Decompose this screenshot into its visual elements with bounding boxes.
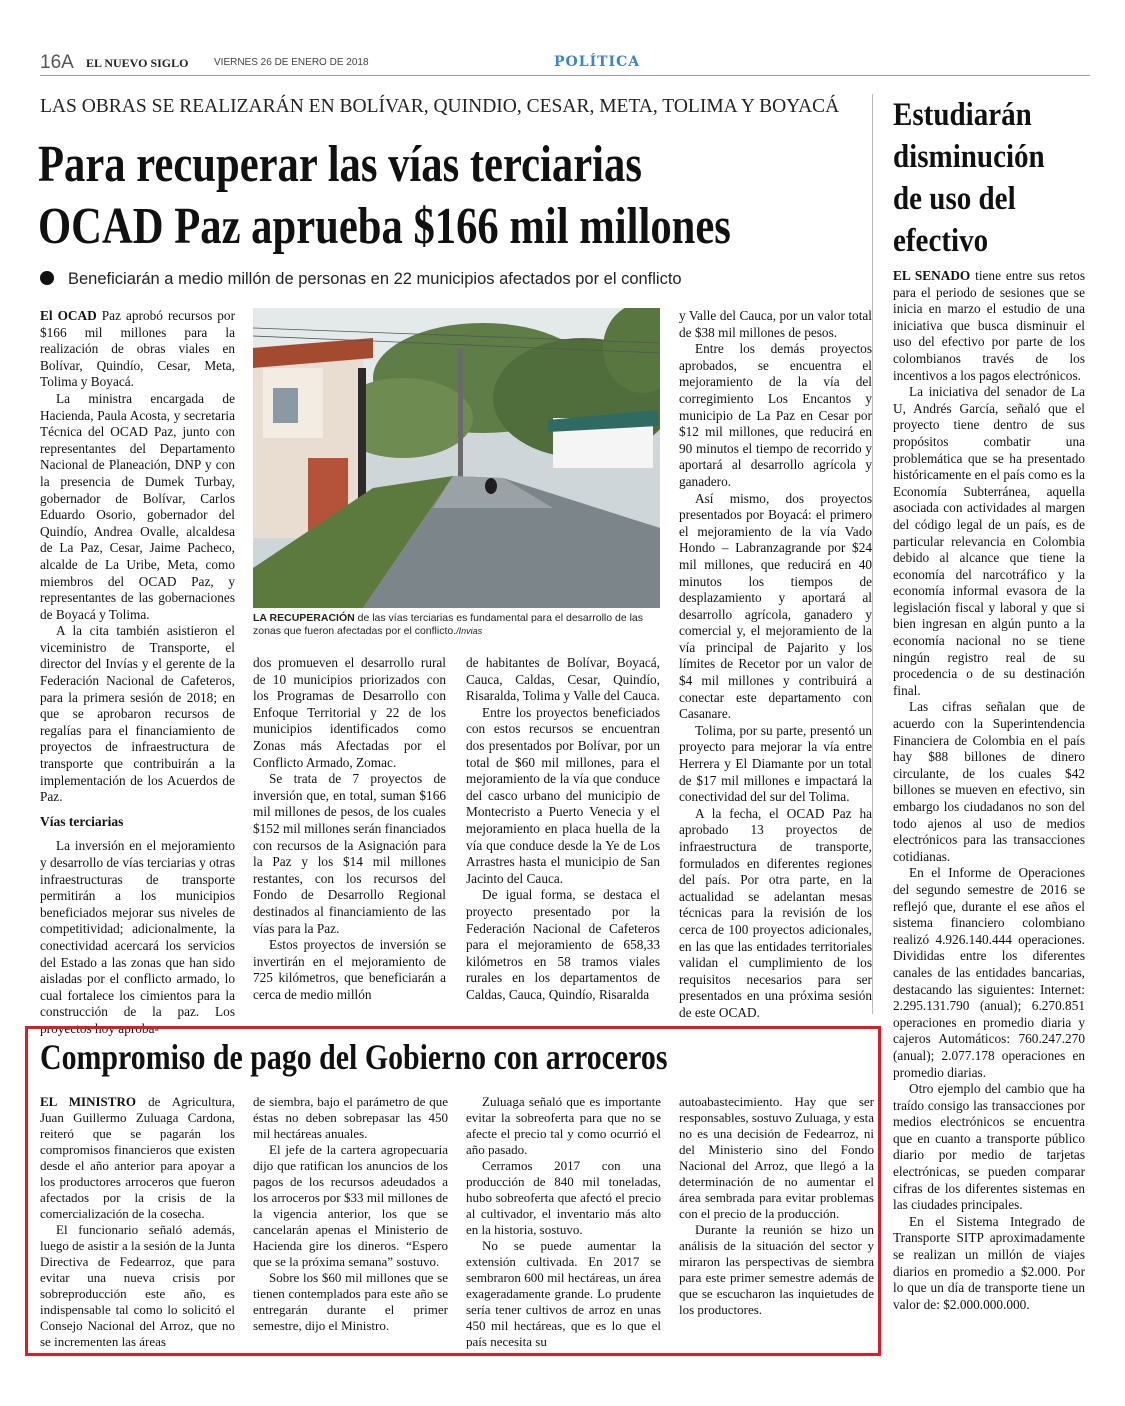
- section-label: POLÍTICA: [554, 54, 641, 70]
- lead-in: El OCAD: [40, 308, 97, 323]
- paragraph: [40, 1094, 235, 1222]
- paragraph-text: Paz aprobó recursos por $166 mil millones para la realización de obras viales en Bolívar, Quindío, Cesar, Meta, Tolima y Boyacá.: [40, 308, 235, 390]
- box-column-3: [466, 1094, 661, 1350]
- paragraph: Así mismo, dos proyectos presentados por Boyacá: el primero el mejoramiento de la vía Vado Hondo – Labranzagrande por $24 mil millones, que reducirá en 40 minutos los tiempos de desplazamiento y aportará al desarrollo agrícola, ganadero y comercial y, el mejoramiento de la vía principal de Pajarito y los límites de Recetor por un valor de $4 mil millones y contribuirá a conectar este departamento con Casanare.: [679, 490, 872, 722]
- road-photo: [253, 308, 660, 608]
- paragraph: autoabastecimiento. Hay que ser responsables, sostuvo Zuluaga, y esta no es una decisión de Fedearroz, ni del Ministerio sino del Fondo Nacional del Arroz, que llegó a la determinación de no aumentar el área sembrada para evitar problemas con el precio de la producción.: [679, 1094, 874, 1221]
- paragraph: El jefe de la cartera agropecuaria dijo que ratifican los anuncios de los pagos de los recursos adeudados a los arroceros por $33 mil millones de la vigencia anterior, los que se cancelarán apenas el Ministerio de Hacienda gire los dineros. “Espero que se la próxima semana” sostuvo.: [253, 1142, 448, 1269]
- section-subheading: Vías terciarias: [40, 813, 124, 829]
- lead-in: EL SENADO: [893, 268, 971, 283]
- subhead-text: Beneficiarán a medio millón de personas en 22 municipios afectados por el conflicto: [68, 270, 682, 288]
- paragraph: De igual forma, se destaca el proyecto presentado por la Federación Nacional de Cafeteros para el mejoramiento de 658,33 kilómetros en 58 tramos viales rurales en los departamentos de Caldas, Cauca, Quindío, Risaralda: [466, 887, 660, 1002]
- paragraph: A la fecha, el OCAD Paz ha aprobado 13 proyectos de infraestructura de transporte, formulados en diferentes regiones del país. Por otra parte, en la actualidad se adelantan mesas técnicas para la revisión de los cerca de 100 proyectos adicionales, en las que las entidades territoriales validan el cumplimiento de los requisitos necesarios para ser presentados en una próxima sesión de este OCAD.: [679, 805, 872, 1020]
- paragraph: [40, 308, 235, 391]
- box-column-2: [253, 1094, 448, 1334]
- photo-credit: /Invias: [456, 626, 483, 636]
- article-column-1: [40, 308, 235, 1038]
- paragraph: No se puede aumentar la extensión cultivada. En 2017 se sembraron 600 mil hectáreas, un área exageradamente grande. Lo prudente sería tener cultivos de arroz en unas 450 mil hectáreas, que es lo que el país necesita su: [466, 1238, 661, 1349]
- paragraph: La inversión en el mejoramiento y desarrollo de vías terciarias y otras infraestructuras de transporte permitirán a los municipios beneficiados mejorar sus niveles de competitividad; adicionalmente, la conectividad acercará los servicios del Estado a las zonas que han sido aisladas por el conflicto armado, lo cual fortalece los cimientos para la construcción de la paz. Los proyectos hoy aproba-: [40, 838, 235, 1036]
- box-headline: Compromiso de pago del Gobierno con arroceros: [40, 1037, 668, 1077]
- paragraph: Sobre los $60 mil millones que se tienen contemplados para este año se entregarán durante el primer semestre, dijo el Ministro.: [253, 1270, 448, 1333]
- paragraph: dos promueven el desarrollo rural de 10 municipios priorizados con los Programas de Desarrollo con Enfoque Territorial y 22 de los municipios identificados como Zonas más Afectadas por el Conflicto Armado, Zomac.: [253, 655, 446, 770]
- bullet-icon: [40, 271, 54, 285]
- photo-caption: [253, 612, 660, 638]
- paragraph-text: tiene entre sus retos para el periodo de sesiones que se inicia en marzo el estudio de una iniciativa que busca disminuir el uso del efectivo por parte de los colombianos través de los incentivos a los pagos electrónicos.: [893, 268, 1085, 383]
- article-column-3: [466, 655, 660, 1003]
- box-column-4: [679, 1094, 874, 1318]
- paragraph: Entre los demás proyectos aprobados, se encuentra el mejoramiento de la vía del corregimiento Los Encantos y municipio de La Paz en Cesar por $12 mil millones, que reducirá en 90 minutos el tiempo de recorrido y aportará al desarrollo agrícola y ganadero.: [679, 341, 872, 489]
- paragraph: Durante la reunión se hizo un análisis de la situación del sector y miraron las perspectivas de siembra para este primer semestre además de que se escucharon las inquietudes de los productores.: [679, 1222, 874, 1317]
- paragraph: El funcionario señaló además, luego de asistir a la sesión de la Junta Directiva de Fedearroz, que para evitar una nueva crisis por sobreproducción este año, es indispensable tal como lo solicitó el Consejo Nacional del Arroz, que no se incrementen las áreas: [40, 1222, 235, 1349]
- page-header: [40, 50, 1090, 76]
- lead-in: EL MINISTRO: [40, 1094, 136, 1109]
- headline-line-2: OCAD Paz aprueba $166 mil millones: [38, 198, 731, 255]
- paragraph: Entre los proyectos beneficiados con estos recursos se encuentran dos presentados por Bolívar, por un total de $60 mil millones, para el mejoramiento de la vía que conduce del casco urbano del municipio de Montecristo a Puerto Venecia y el mejoramiento en placa huella de la vía que conduce desde la Ye de Los Arrastres hasta el municipio de San Jacinto del Cauca.: [466, 704, 660, 886]
- paragraph: Zuluaga señaló que es importante evitar la sobreoferta para que no se afecte el precio tal y como ocurrió el año pasado.: [466, 1094, 661, 1157]
- newspaper-name: EL NUEVO SIGLO: [86, 56, 189, 70]
- paragraph-text: de Agricultura, Juan Guillermo Zuluaga Cardona, reiteró que se pagarán los compromisos financieros que existen desde el año anterior para apoyar a los productores arroceros que fueron afectados por la crisis de la comercialización de la cosecha.: [40, 1094, 235, 1221]
- page-number: 16A: [40, 52, 74, 73]
- caption-text: de las vías terciarias es fundamental para el desarrollo de las zonas que fueron afectadas por el conflicto.: [253, 612, 644, 637]
- paragraph: La ministra encargada de Hacienda, Paula Acosta, y secretaria Técnica del OCAD Paz, junto con representantes del Departamento Nacional de Planeación, DNP y con la presencia de Dumek Turbay, gobernador de Bolívar, Carlos Eduardo Osorio, gobernador del Quindío, Andrea Ovalle, alcaldesa de La Paz, Cesar, Jaime Pacheco, alcalde de La Uribe, Meta, como miembros del OCAD Paz, y representantes de las gobernaciones de Boyacá y Tolima.: [40, 390, 235, 622]
- article-subhead: [40, 270, 682, 289]
- article-headline: [38, 134, 731, 258]
- paragraph: [893, 268, 1085, 384]
- paragraph: Cerramos 2017 con una producción de 840 mil toneladas, hubo sobreoferta que afectó el precio al cultivador, el inventario más alto en la historia, sostuvo.: [466, 1158, 661, 1237]
- article-column-2: [253, 655, 446, 1003]
- article-kicker: LAS OBRAS SE REALIZARÁN EN BOLÍVAR, QUINDIO, CESAR, META, TOLIMA Y BOYACÁ: [40, 96, 840, 117]
- headline-line-1: Para recuperar las vías terciarias: [38, 136, 642, 193]
- article-column-4: [679, 308, 872, 1022]
- issue-date: VIERNES 26 DE ENERO DE 2018: [214, 57, 369, 68]
- paragraph: La iniciativa del senador de La U, Andrés García, señaló que el proyecto tiene dentro de sus propósitos combatir una problemática que se ha presentado históricamente en el país como es la Economía Subterránea, aquella asociada con actividades al margen del código legal de un país, es de particular relevancia en Colombia debido al alcance que tiene la economía del narcotráfico y la economía informal evasora de la legislación fiscal y laboral y que si bien ingresan en algún punto a la economía nacional no se tiene ningún registro real de su procedencia o de su destinación final.: [893, 384, 1085, 698]
- paragraph: de habitantes de Bolívar, Boyacá, Cauca, Caldas, Cesar, Quindío, Risaralda, Tolima y Valle del Cauca.: [466, 655, 660, 704]
- sidebar-headline: Estudiarán disminución de uso del efectivo: [893, 97, 1045, 259]
- paragraph: En el Informe de Operaciones del segundo semestre de 2016 se reflejó que, durante el ese años el sistema financiero colombiano realizó 4.926.140.444 operaciones. Divididas entre los diferentes canales de las entidades bancarias, destacando las siguientes: Internet: 2.295.131.790 (anual); 6.270.851 operaciones en promedio diaria y cajeros Automáticos: 760.247.270 (anual); 2.077.178 operaciones en promedio diarias.: [893, 865, 1085, 1080]
- paragraph: En el Sistema Integrado de Transporte SITP aproximadamente se realizan un millón de viajes diarios en promedio a $2.000. Por lo que un día de transporte tiene un valor de: $2.000.000.000.: [893, 1213, 1085, 1312]
- box-column-1: [40, 1094, 235, 1350]
- paragraph: y Valle del Cauca, por un valor total de $38 mil millones de pesos.: [679, 308, 872, 340]
- paragraph: A la cita también asistieron el viceministro de Transporte, el director del Invías y el gerente de la Federación Nacional de Cafeteros, para la primera sesión de 2018; en que se aprobaron recursos de regalías para el financiamiento de proyectos de infraestructura de transporte que contribuirán a la implementación de los Acuerdos de Paz.: [40, 623, 235, 805]
- caption-lead: LA RECUPERACIÓN: [253, 612, 355, 624]
- sidebar-article: [893, 268, 1085, 1313]
- paragraph: Las cifras señalan que de acuerdo con la Superintendencia Financiera de Colombia en el país hay $88 billones de dinero circulante, de los cuales $42 billones se mueven en efectivo, sin embargo los ciudadanos no son del todo ajenos al uso de medios electrónicos para las transacciones cotidianas.: [893, 699, 1085, 864]
- paragraph: Tolima, por su parte, presentó un proyecto para mejorar la vía entre Herrera y El Diamante por un total de $17 mil millones e impactará la conectividad del sur del Tolima.: [679, 722, 872, 805]
- column-divider: [872, 94, 873, 1014]
- paragraph: Se trata de 7 proyectos de inversión que, en total, suman $166 mil millones de pesos, de los cuales $152 mil millones serán financiados con recursos de la Asignación para la Paz y los $14 mil millones restantes, con los recursos del Fondo de Desarrollo Regional destinados al financiamiento de las vías para la Paz.: [253, 771, 446, 936]
- paragraph: Estos proyectos de inversión se invertirán en el mejoramiento de 725 kilómetros, que beneficiarán a cerca de medio millón: [253, 937, 446, 1002]
- paragraph: de siembra, bajo el parámetro de que éstas no deben sobrepasar las 450 mil hectáreas anuales.: [253, 1094, 448, 1141]
- paragraph: Otro ejemplo del cambio que ha traído consigo las transacciones por medios electrónicos se encuentra que en cuanto a transporte público diario por medio de tarjetas electrónicas, se pueden comparar cifras de los diferentes sistemas en las ciudades principales.: [893, 1081, 1085, 1213]
